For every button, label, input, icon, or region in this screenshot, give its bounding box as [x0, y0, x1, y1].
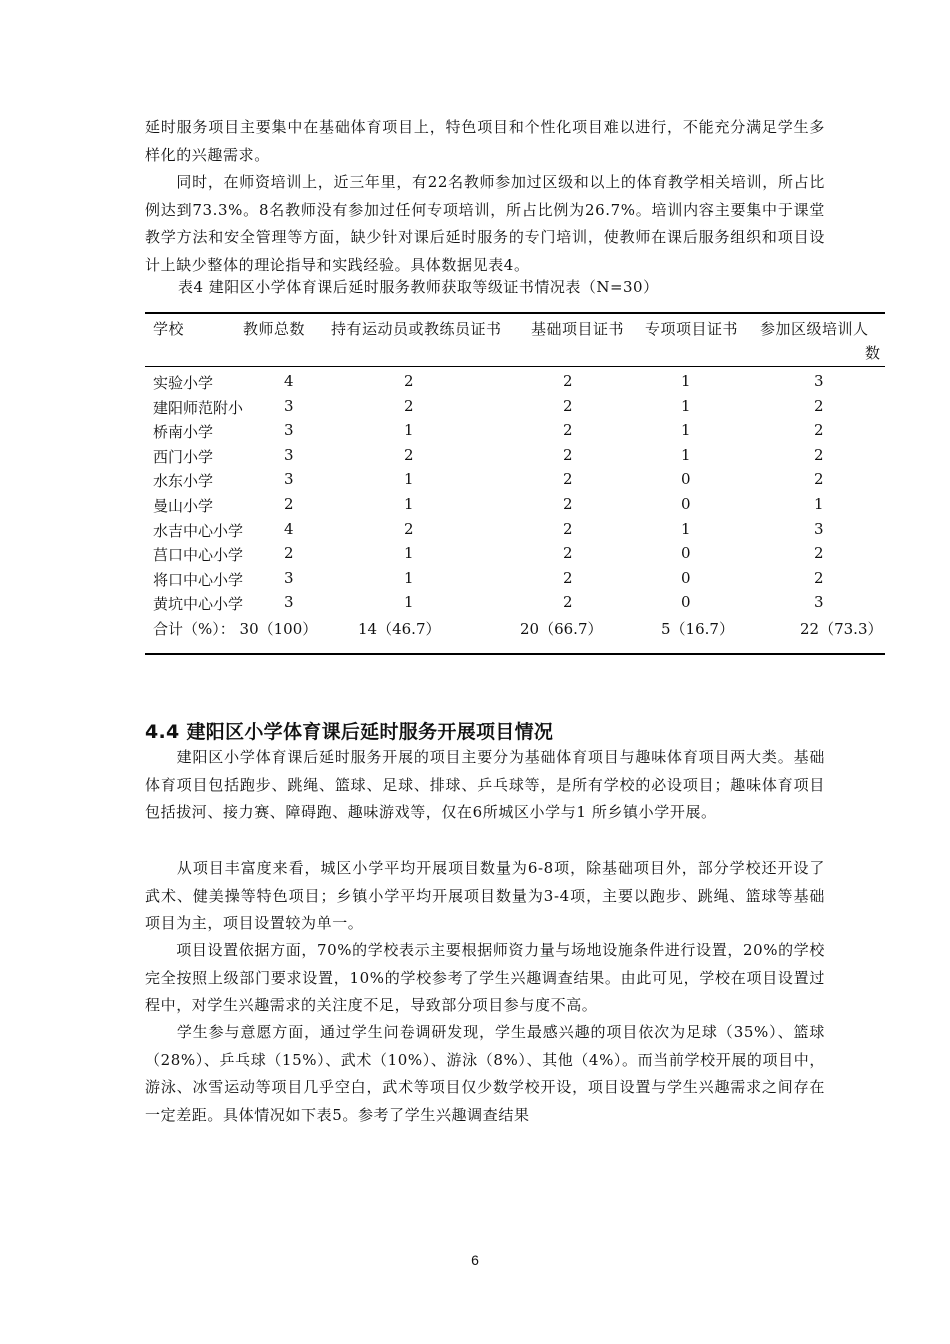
table-cell: 1	[681, 396, 691, 415]
table-cell: 2	[563, 495, 573, 513]
table-cell: 1	[681, 421, 691, 440]
table-cell: 1	[404, 495, 414, 513]
table-cell: 2	[563, 593, 573, 612]
table-cell: 1	[404, 568, 414, 587]
table-header: 数	[865, 344, 881, 362]
table-cell: 2	[814, 568, 824, 587]
table-cell-school: 建阳师范附小	[153, 398, 244, 417]
table-cell: 2	[284, 544, 294, 563]
table-cell: 2	[814, 470, 824, 489]
table-cell: 2	[563, 445, 573, 464]
table-cell: 3	[284, 445, 294, 464]
table-cell: 0	[681, 544, 691, 563]
table-cell: 3	[284, 470, 294, 489]
table-cell: 2	[404, 396, 414, 415]
table-cell: 2	[563, 544, 573, 563]
table-cell: 1	[404, 421, 414, 440]
table-header-rule	[145, 366, 885, 367]
table-cell: 2	[563, 372, 573, 390]
table-cell: 2	[563, 396, 573, 415]
table-cell-school: 西门小学	[153, 447, 214, 466]
table-cell: 3	[284, 421, 294, 440]
table-header: 参加区级培训人	[760, 320, 869, 338]
table-cell: 2	[404, 519, 414, 538]
table-cell: 0	[681, 568, 691, 587]
table-cell: 2	[563, 519, 573, 538]
paragraph: 同时，在师资培训上，近三年里，有22名教师参加过区级和以上的体育教学相关培训，所占比例达到73.3%。8名教师没有参加过任何专项培训，所占比例为26.7%。培训内容主要集中于课堂教学方法和安全管理等方面，缺少针对课后延时服务的专门培训，使教师在课后服务组织和项目设计上缺少整体的理论指导和实践经验。具体数据见表4。	[145, 173, 825, 274]
paragraph: 项目设置依据方面，70%的学校表示主要根据师资力量与场地设施条件进行设置，20%的学校完全按照上级部门要求设置，10%的学校参考了学生兴趣调查结果。由此可见，学校在项目设置过程中，对学生兴趣需求的关注度不足，导致部分项目参与度不高。	[145, 941, 825, 1014]
table-cell: 2	[814, 445, 824, 464]
table-cell-school: 实验小学	[153, 374, 214, 392]
table-cell-school: 将口中心小学	[153, 570, 244, 589]
table-bottom-rule	[145, 653, 885, 655]
table-cell: 1	[404, 593, 414, 612]
table-cell: 2	[814, 544, 824, 563]
table-cell-school: 桥南小学	[153, 423, 214, 442]
table-total-cell: 合计（%）： 30（100）	[153, 620, 318, 638]
table-header: 专项项目证书	[645, 320, 739, 338]
table-cell-school: 水东小学	[153, 472, 214, 491]
page-number: 6	[471, 1252, 479, 1268]
table-header: 持有运动员或教练员证书	[331, 320, 502, 338]
table-header: 学校	[153, 320, 185, 338]
section-heading: 4.4 建阳区小学体育课后延时服务开展项目情况	[145, 721, 554, 743]
table-cell-school: 黄坑中心小学	[153, 595, 244, 614]
table-cell: 1	[814, 495, 824, 513]
paragraph: 延时服务项目主要集中在基础体育项目上，特色项目和个性化项目难以进行，不能充分满足学生多样化的兴趣需求。	[145, 118, 825, 164]
paragraph: 从项目丰富度来看，城区小学平均开展项目数量为6-8项，除基础项目外，部分学校还开设了武术、健美操等特色项目；乡镇小学平均开展项目数量为3-4项，主要以跑步、跳绳、篮球等基础项目为主，项目设置较为单一。	[145, 859, 825, 932]
table-cell: 3	[814, 519, 824, 538]
table-total-cell: 22（73.3）	[800, 620, 883, 638]
paragraph: 建阳区小学体育课后延时服务开展的项目主要分为基础体育项目与趣味体育项目两大类。基础体育项目包括跑步、跳绳、篮球、足球、排球、乒乓球等，是所有学校的必设项目；趣味体育项目包括拔河、接力赛、障碍跑、趣味游戏等，仅在6所城区小学与1 所乡镇小学开展。	[145, 748, 825, 821]
table-cell: 3	[284, 568, 294, 587]
table-top-rule	[145, 312, 885, 314]
table-cell: 0	[681, 470, 691, 489]
table-cell: 2	[284, 495, 294, 513]
table-cell: 2	[814, 396, 824, 415]
paragraph: 学生参与意愿方面，通过学生问卷调研发现，学生最感兴趣的项目依次为足球（35%）、篮球（28%）、乒乓球（15%）、武术（10%）、游泳（8%）、其他（4%）。而当前学校开展的项目中，游泳、冰雪运动等项目几乎空白，武术等项目仅少数学校开设，项目设置与学生兴趣需求之间存在一定差距。具体情况如下表5。参考了学生兴趣调查结果	[145, 1023, 825, 1124]
table-caption: 表4 建阳区小学体育课后延时服务教师获取等级证书情况表（N=30）	[178, 278, 659, 296]
table-cell-school: 曼山小学	[153, 497, 214, 515]
table-cell: 1	[681, 372, 691, 390]
table-cell: 3	[284, 593, 294, 612]
table-cell: 0	[681, 593, 691, 612]
table-total-cell: 5（16.7）	[661, 620, 734, 638]
table-cell: 2	[563, 421, 573, 440]
table-header: 基础项目证书	[531, 320, 625, 338]
table-cell: 3	[814, 372, 824, 390]
table-cell-school: 莒口中心小学	[153, 546, 244, 565]
table-cell: 2	[563, 568, 573, 587]
table-cell: 2	[404, 445, 414, 464]
table-cell: 2	[814, 421, 824, 440]
table-cell: 0	[681, 495, 691, 513]
table-cell: 1	[681, 445, 691, 464]
table-cell: 2	[563, 470, 573, 489]
table-cell-school: 水吉中心小学	[153, 521, 244, 540]
table-cell: 2	[404, 372, 414, 390]
table-cell: 3	[284, 396, 294, 415]
table-cell: 1	[681, 519, 691, 538]
table-cell: 4	[284, 519, 294, 538]
table-header: 教师总数	[243, 320, 306, 338]
table-total-cell: 20（66.7）	[520, 620, 603, 638]
table-cell: 4	[284, 372, 294, 390]
table-cell: 3	[814, 593, 824, 612]
table-total-cell: 14（46.7）	[358, 620, 441, 638]
table-cell: 1	[404, 470, 414, 489]
table-cell: 1	[404, 544, 414, 563]
